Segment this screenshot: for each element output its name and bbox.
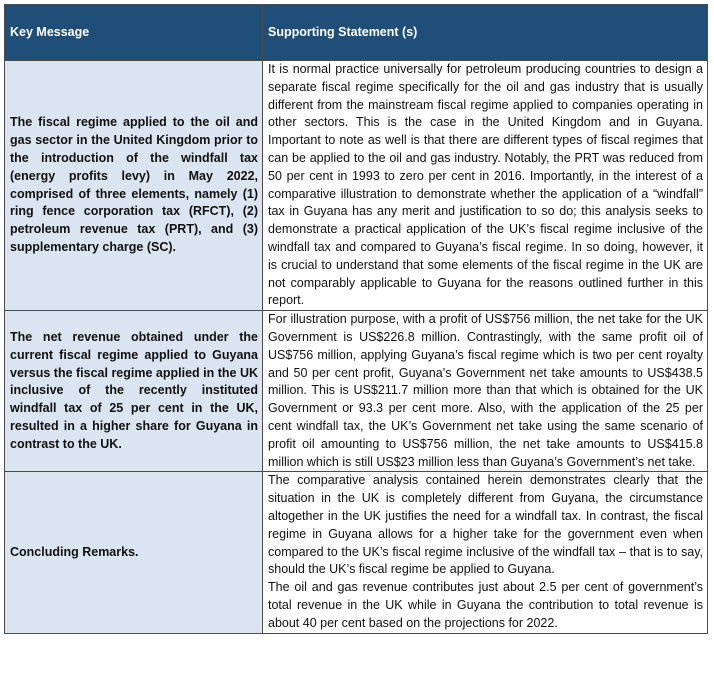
supporting-statement-cell (263, 472, 708, 633)
table-row (5, 472, 708, 633)
supporting-paragraph: The comparative analysis contained herein demonstrates clearly that the situation in the UK is completely different from Guyana, the circumstance altogether in the UK justifies the need for a windfall tax. In contrast, the fiscal regime in Guyana allows for a higher take for the government even when compared to the UK’s fiscal regime inclusive of the windfall tax – that is to say, should the UK’s fiscal regime be applied to Guyana. (268, 473, 703, 577)
table-header-row (5, 5, 708, 61)
table-row (5, 61, 708, 311)
key-message-cell: Concluding Remarks. (5, 472, 263, 633)
key-message-table (4, 4, 708, 634)
table-row (5, 311, 708, 472)
header-supporting-statements: Supporting Statement (s) (263, 5, 708, 61)
supporting-paragraph: The oil and gas revenue contributes just about 2.5 per cent of government’s total revenue in the UK while in Guyana the contribution to total revenue is about 40 per cent based on the projections for 2022. (268, 580, 703, 630)
key-message-cell: The fiscal regime applied to the oil and gas sector in the United Kingdom prior to the introduction of the windfall tax (energy profits levy) in May 2022, comprised of three elements, namely (1) ring fence corporation tax (RFCT), (2) petroleum revenue tax (PRT), and (3) supplementary charge (SC). (5, 61, 263, 311)
supporting-statement-cell (263, 61, 708, 311)
supporting-paragraph: It is normal practice universally for petroleum producing countries to design a separate fiscal regime specifically for the oil and gas industry that is usually different from the mainstream fiscal regime applied to companies operating in other sectors. This is the case in the United Kingdom and in Guyana. Important to note as well is that there are different types of fiscal regimes that can be applied to the oil and gas industry. Notably, the PRT was reduced from 50 per cent in 1993 to zero per cent in 2016. Importantly, in the interest of a comparative illustration to demonstrate whether the application of a “windfall” tax in Guyana has any merit and justification to so do; this analysis seeks to demonstrate a practical application of the UK’s fiscal regime inclusive of the windfall tax and compared to Guyana’s fiscal regime. In so doing, however, it is crucial to understand that some elements of the fiscal regime in the UK are not comparably applicable to Guyana for the reasons outlined further in this report. (268, 62, 703, 308)
key-message-cell: The net revenue obtained under the current fiscal regime applied to Guyana versus the fiscal regime applied in the UK inclusive of the recently instituted windfall tax of 25 per cent in the UK, resulted in a higher share for Guyana in contrast to the UK. (5, 311, 263, 472)
header-key-message: Key Message (5, 5, 263, 61)
supporting-paragraph: For illustration purpose, with a profit of US$756 million, the net take for the UK Government is US$226.8 million. Contrastingly, with the same profit oil of US$756 million, applying Guyana’s fiscal regime which is two per cent royalty and 50 per cent profit, Guyana’s Government net take amounts to US$438.5 million. This is US$211.7 million more than that which is obtained for the UK Government or 93.3 per cent more. Also, with the application of the 25 per cent windfall tax, the UK’s Government net take using the same scenario of profit oil amounting to US$756 million, the net take amounts to US$415.8 million which is still US$23 million less than Guyana’s Government’s net take. (268, 312, 703, 469)
supporting-statement-cell (263, 311, 708, 472)
